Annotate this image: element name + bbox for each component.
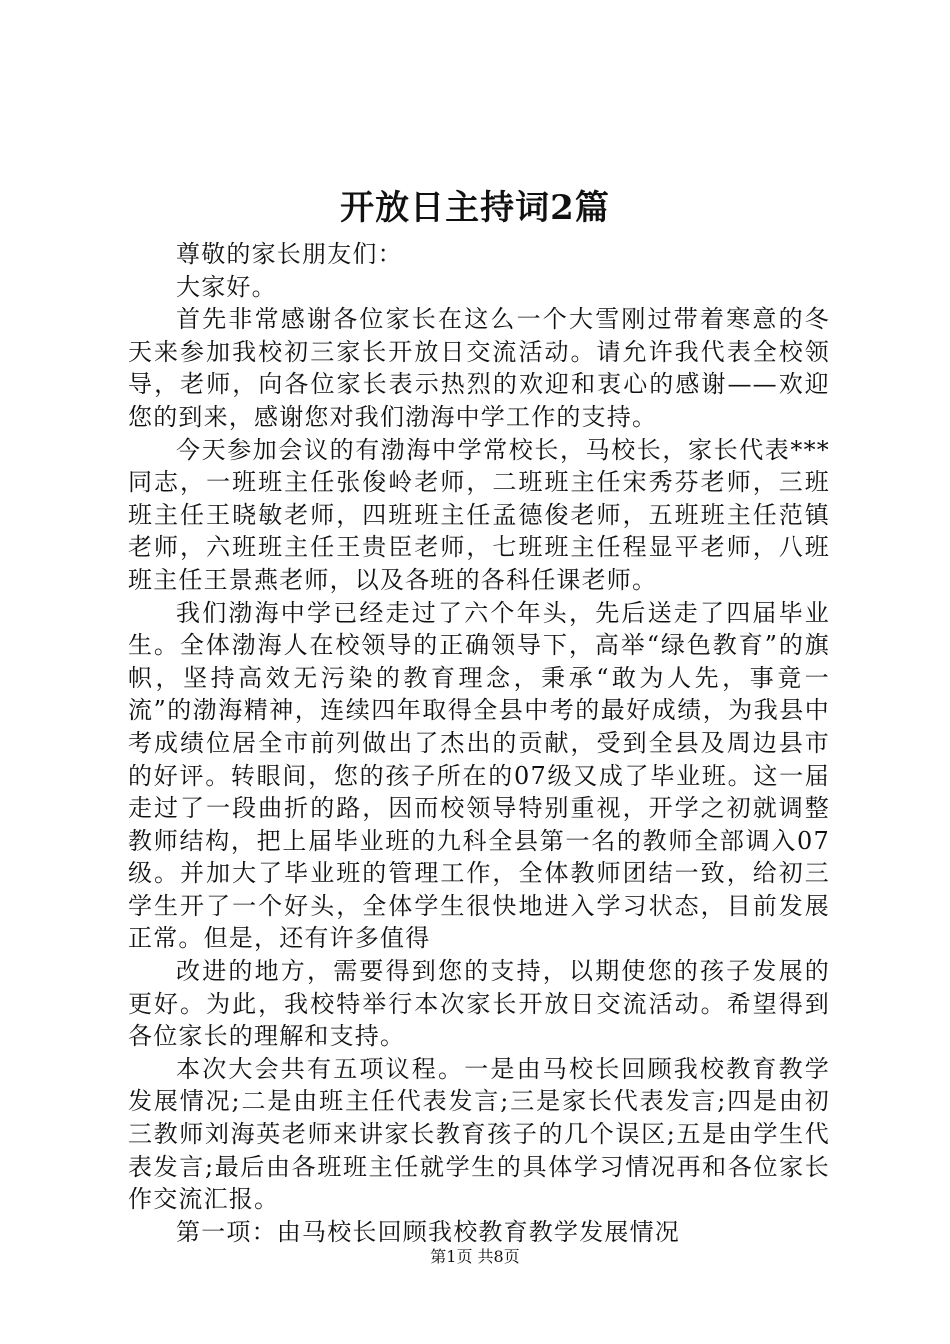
paragraph-greeting: 大家好。 [176, 272, 277, 301]
paragraph-school-history: 我们渤海中学已经走过了六个年头，先后送走了四届毕业生。全体渤海人在校领导的正确领导下，高举“绿色教育”的旗帜，坚持高效无污染的教育理念，秉承“敢为人先，事竟一流”的渤海精神，连续四年取得全县中考的最好成绩，为我县中考成绩位居全市前列做出了杰出的贡献，受到全县及周边县市的好评。转眼间，您的孩子所在的07级又成了毕业班。这一届走过了一段曲折的路，因而校领导特别重视，开学之初就调整教师结构，把上届毕业班的九科全县第一名的教师全部调入07级。并加大了毕业班的管理工作，全体教师团结一致，给初三学生开了一个好头，全体学生很快地进入学习状态，目前发展正常。但是，还有许多值得 [128, 598, 830, 953]
paragraph-agenda: 本次大会共有五项议程。一是由马校长回顾我校教育教学发展情况;二是由班主任代表发言;三是家长代表发言;四是由初三教师刘海英老师来讲家长教育孩子的几个误区;五是由学生代表发言;最后由各班班主任就学生的具体学习情况再和各位家长作交流汇报。 [128, 1054, 830, 1214]
paragraph-first-item: 第一项：由马校长回顾我校教育教学发展情况 [176, 1217, 680, 1246]
page-footer: 第1页 共8页 [430, 1247, 520, 1266]
paragraph-improvement: 改进的地方，需要得到您的支持，以期使您的孩子发展的更好。为此，我校特举行本次家长开放日交流活动。希望得到各位家长的理解和支持。 [128, 957, 830, 1051]
document-title: 开放日主持词2篇 [340, 188, 610, 228]
paragraph-attendees: 今天参加会议的有渤海中学常校长，马校长，家长代表***同志，一班班主任张俊岭老师，二班班主任宋秀芬老师，三班班主任王晓敏老师，四班班主任孟德俊老师，五班班主任范镇老师，六班班主任王贵臣老师，七班班主任程显平老师，八班班主任王景燕老师，以及各班的各科任课老师。 [128, 435, 830, 594]
paragraph-salutation: 尊敬的家长朋友们： [176, 240, 403, 268]
document-body [128, 238, 830, 1248]
paragraph-thanks: 首先非常感谢各位家长在这么一个大雪刚过带着寒意的冬天来参加我校初三家长开放日交流活动。请允许我代表全校领导，老师，向各位家长表示热烈的欢迎和衷心的感谢——欢迎您的到来，感谢您对我们渤海中学工作的支持。 [128, 305, 830, 431]
